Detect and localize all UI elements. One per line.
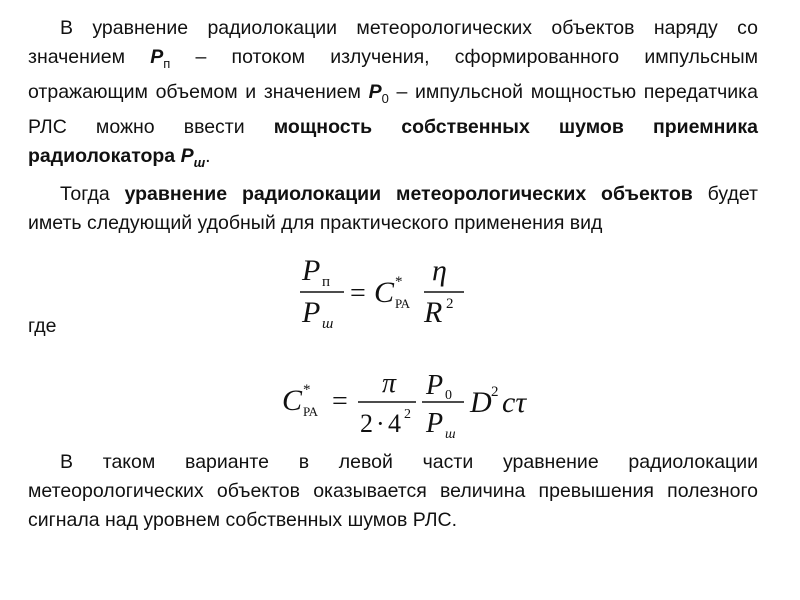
f2-pi-symbol: π: [382, 368, 397, 399]
f2-psh-symbol: P: [426, 408, 444, 439]
f2-c-tau-symbols: cτ: [502, 386, 527, 419]
f1-eta-symbol: η: [432, 254, 447, 287]
psh-subscript: ш: [193, 155, 206, 170]
f2-coef-subscript: РА: [303, 404, 318, 419]
f1-coef-subscript: РА: [395, 296, 410, 311]
f2-den-four-exponent: 2: [404, 407, 411, 422]
eq-intro-text-2: будет иметь следующий удобный для практического применения вид: [28, 183, 758, 234]
paragraph-equation-intro: [28, 180, 758, 238]
f1-den-subscript: ш: [322, 316, 334, 330]
psh-symbol: P: [180, 145, 194, 167]
pp-subscript: п: [163, 56, 171, 71]
f2-psh-subscript: ш: [445, 427, 456, 442]
intro-text-3: – импульсной мощностью передатчика РЛС можно ввести: [28, 81, 758, 138]
f2-den-four: 4: [388, 409, 401, 438]
formula-radar-constant: [280, 366, 560, 442]
f1-r-exponent: 2: [446, 296, 454, 312]
f2-p0-symbol: P: [426, 370, 444, 401]
f2-den-dot: ·: [376, 409, 385, 438]
f2-coef-superscript: *: [303, 382, 311, 398]
conclusion-text: В таком варианте в левой части уравнение радиолокации метеорологических объектов оказывается величина превышения полезного сигнала над уровнем собственных шумов РЛС.: [28, 451, 758, 531]
f2-d-exponent: 2: [491, 384, 499, 400]
paragraph-conclusion: [28, 448, 758, 535]
f2-equals-sign: =: [332, 386, 348, 417]
f1-coef-superscript: *: [395, 274, 403, 290]
f1-den-symbol: P: [302, 296, 321, 329]
f1-equals-sign: =: [350, 278, 366, 309]
noise-power-phrase: мощность собственных шумов приемника радиолокатора: [28, 116, 759, 167]
intro-end: .: [205, 145, 211, 167]
f1-r-symbol: R: [424, 296, 443, 329]
equation-name-phrase: уравнение радиолокации метеорологических объектов: [124, 183, 693, 205]
f1-num-subscript: п: [322, 274, 331, 290]
f1-coef-symbol: C: [374, 276, 395, 309]
f1-num-symbol: P: [302, 254, 321, 287]
f2-d-symbol: D: [470, 386, 492, 419]
f2-den-two: 2: [360, 409, 373, 438]
intro-text-2: – потоком излучения, сформированного импульсным отражающим объемом и значением: [28, 46, 758, 103]
paragraph-where: [28, 312, 758, 341]
p0-subscript: 0: [381, 91, 389, 106]
p0-symbol: P: [368, 81, 382, 103]
f2-p0-subscript: 0: [445, 388, 452, 403]
intro-text-1: В уравнение радиолокации метеорологических объектов наряду со значением: [28, 17, 758, 68]
where-label: где: [28, 315, 57, 337]
f2-coef-symbol: C: [282, 384, 303, 417]
pp-symbol: P: [150, 46, 164, 68]
eq-intro-text-1: Тогда: [60, 183, 125, 205]
paragraph-intro: [28, 14, 758, 177]
